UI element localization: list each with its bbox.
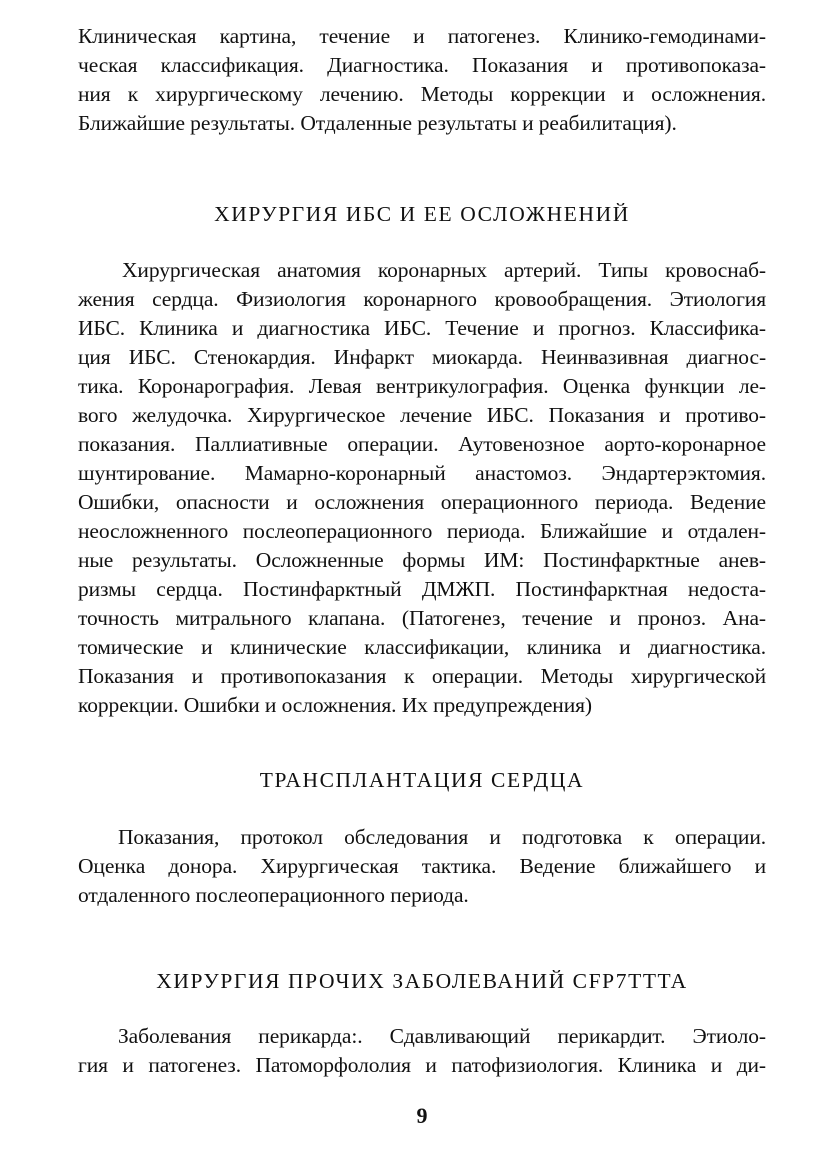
text-line: ция ИБС. Стенокардия. Инфаркт миокарда. Неинвазивная диагнос- [78, 345, 766, 369]
section-transplant-paragraph [78, 823, 766, 910]
text-line: Показания и противопоказания к операции. Методы хирургической [78, 664, 766, 688]
intro-paragraph [78, 22, 766, 138]
text-line: гия и патогенез. Патоморфололия и патофизиология. Клиника и ди- [78, 1053, 766, 1077]
section-heading-transplant: ТРАНСПЛАНТАЦИЯ СЕРДЦА [259, 768, 585, 792]
text-line: Клиническая картина, течение и патогенез. Клинико-гемодинами- [78, 24, 766, 48]
text-line: Оценка донора. Хирургическая тактика. Ведение ближайшего и [78, 854, 766, 878]
page-number: 9 [416, 1103, 428, 1128]
text-line: Хирургическая анатомия коронарных артерий. Типы кровоснаб- [122, 258, 766, 282]
text-line: точность митрального клапана. (Патогенез, течение и проноз. Ана- [78, 606, 766, 630]
text-line: ризмы сердца. Постинфарктный ДМЖП. Постинфарктная недоста- [78, 577, 766, 601]
text-line: шунтирование. Мамарно-коронарный анастомоз. Эндартерэктомия. [78, 461, 766, 485]
text-line: отдаленного послеоперационного периода. [78, 883, 469, 907]
text-line: томические и клинические классификации, клиника и диагностика. [78, 635, 766, 659]
text-line: Ближайшие результаты. Отдаленные результаты и реабилитация). [78, 111, 677, 135]
text-line: жения сердца. Физиология коронарного кровообращения. Этиология [78, 287, 766, 311]
text-line: тика. Коронарография. Левая вентрикулография. Оценка функции ле- [78, 374, 766, 398]
text-line: ИБС. Клиника и диагностика ИБС. Течение и прогноз. Классифика- [78, 316, 766, 340]
section-heading-ibs: ХИРУРГИЯ ИБС И ЕЕ ОСЛОЖНЕНИЙ [214, 202, 630, 226]
section-heading-other: ХИРУРГИЯ ПРОЧИХ ЗАБОЛЕВАНИЙ CFP7TTTA [156, 969, 688, 993]
text-line: ческая классификация. Диагностика. Показания и противопоказа- [78, 53, 766, 77]
text-line: неосложненного послеоперационного периода. Ближайшие и отдален- [78, 519, 766, 543]
text-line: ные результаты. Осложненные формы ИМ: Постинфарктные анев- [78, 548, 766, 572]
text-line: Ошибки, опасности и осложнения операционного периода. Ведение [78, 490, 766, 514]
text-line: показания. Паллиативные операции. Аутовенозное аорто-коронарное [78, 432, 766, 456]
section-other-paragraph [78, 1022, 766, 1080]
section-ibs-paragraph [78, 256, 766, 720]
text-line: ния к хирургическому лечению. Методы коррекции и осложнения. [78, 82, 766, 106]
text-line: Заболевания перикарда:. Сдавливающий перикардит. Этиоло- [118, 1024, 766, 1048]
text-line: коррекции. Ошибки и осложнения. Их предупреждения) [78, 693, 592, 717]
text-line: вого желудочка. Хирургическое лечение ИБС. Показания и противо- [78, 403, 766, 427]
text-line: Показания, протокол обследования и подготовка к операции. [118, 825, 766, 849]
